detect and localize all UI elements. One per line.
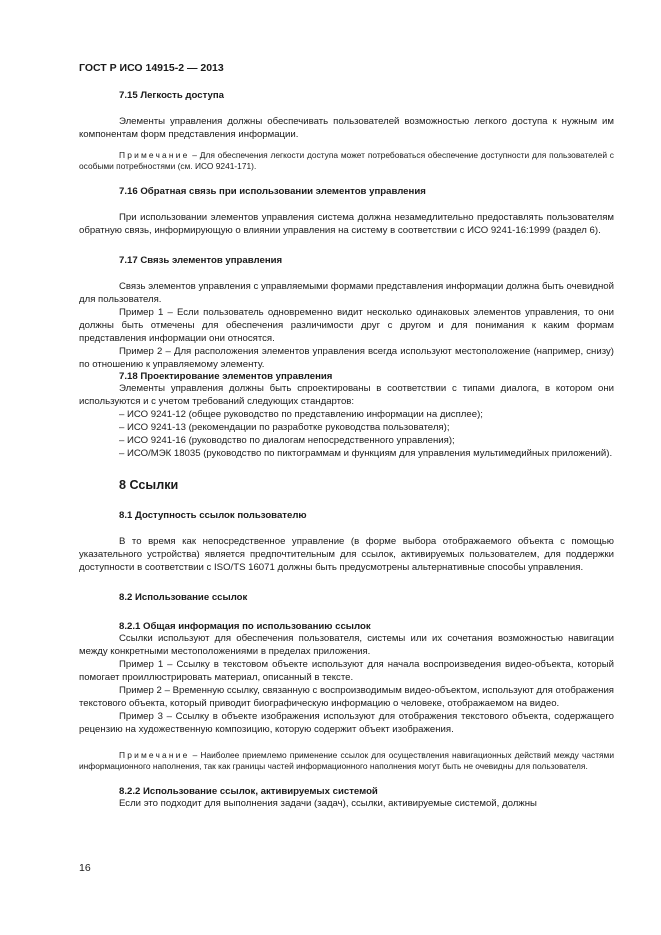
section-7-15-title: 7.15 Легкость доступа — [119, 90, 224, 101]
paragraph: Элементы управления должны быть спроектированы в соответствии с типами диалога, в котором они используются и с учетом требований следующих стандартов: — [79, 383, 614, 407]
section-8-1-title: 8.1 Доступность ссылок пользователю — [119, 510, 307, 521]
paragraph: При использовании элементов управления система должна незамедлительно предоставлять пользователям обратную связь, информирующую о влиянии управления на систему в соответствии с ИСО 9241-16:1999 (раздел 6). — [79, 212, 614, 236]
example-paragraph: Пример 2 – Временную ссылку, связанную с воспроизводимым видео-объектом, используют для отображения текстового объекта, который приводит биографическую информацию о человеке, отображаемом на видео. — [79, 685, 614, 709]
paragraph: Элементы управления должны обеспечивать пользователей возможностью легкого доступа к нужным им компонентам форм представления информации. — [79, 116, 614, 140]
example-paragraph: Пример 1 – Ссылку в текстовом объекте используют для начала воспроизведения видео-объекта, который помогает проиллюстрировать материал, описанный в тексте. — [79, 659, 614, 683]
example-paragraph: Пример 2 – Для расположения элементов управления всегда используют местоположение (например, снизу) по отношению к управляемому элементу. — [79, 346, 614, 370]
note — [79, 750, 614, 772]
section-8-2-1-title: 8.2.1 Общая информация по использованию ссылок — [119, 621, 371, 632]
list-item: – ИСО 9241-16 (руководство по диалогам непосредственного управления); — [119, 435, 455, 446]
paragraph: Если это подходит для выполнения задачи (задач), ссылки, активируемые системой, должны — [119, 798, 537, 809]
note-label: Примечание — [119, 150, 190, 160]
section-7-18-title: 7.18 Проектирование элементов управления — [119, 371, 333, 382]
running-header: ГОСТ Р ИСО 14915-2 — 2013 — [79, 62, 224, 74]
example-paragraph: Пример 3 – Ссылку в объекте изображения используют для отображения текстового объекта, содержащего рецензию на художественную композицию, которую содержит объект изображения. — [79, 711, 614, 735]
section-8-title: 8 Ссылки — [119, 478, 179, 492]
note-text: – Для обеспечения легкости доступа может потребоваться обеспечение доступности для пользователей с особыми потребностями (см. ИСО 9241-171). — [79, 150, 614, 171]
section-7-17-title: 7.17 Связь элементов управления — [119, 255, 283, 266]
page-number: 16 — [79, 862, 91, 874]
note — [79, 150, 614, 172]
paragraph: Связь элементов управления с управляемыми формами представления информации должна быть очевидной для пользователя. — [79, 281, 614, 305]
list-item: – ИСО 9241-13 (рекомендации по разработке руководства пользователя); — [119, 422, 450, 433]
section-8-2-2-title: 8.2.2 Использование ссылок, активируемых системой — [119, 786, 378, 797]
list-item: – ИСО 9241-12 (общее руководство по представлению информации на дисплее); — [119, 409, 483, 420]
section-8-2-title: 8.2 Использование ссылок — [119, 592, 248, 603]
section-7-16-title: 7.16 Обратная связь при использовании элементов управления — [119, 186, 426, 197]
paragraph: В то время как непосредственное управление (в форме выбора отображаемого объекта с помощью указательного устройства) является предпочтительным для ссылок, активируемых пользователем, для поддержки доступности в соответствии с ISO/TS 16071 должны быть предусмотрены альтернативные способы управления. — [79, 536, 614, 573]
note-text: – Наиболее приемлемо применение ссылок для осуществления навигационных действий между частями информационного наполнения, так как границы частей информационного наполнения могут быть не очевидны для пользователя. — [79, 750, 614, 771]
paragraph: Ссылки используют для обеспечения пользователя, системы или их сочетания возможностью навигации между конкретными местоположениями в пределах приложения. — [79, 633, 614, 657]
document-page — [79, 62, 614, 810]
list-item: – ИСО/МЭК 18035 (руководство по пиктограммам и функциям для управления мультимедийных приложений). — [119, 448, 613, 459]
example-paragraph: Пример 1 – Если пользователь одновременно видит несколько одинаковых элементов управления, то они должны быть отмечены для обеспечения различимости друг с другом и для понимания к каким формам представления информации они относятся. — [79, 307, 614, 344]
note-label: Примечание — [119, 750, 190, 760]
